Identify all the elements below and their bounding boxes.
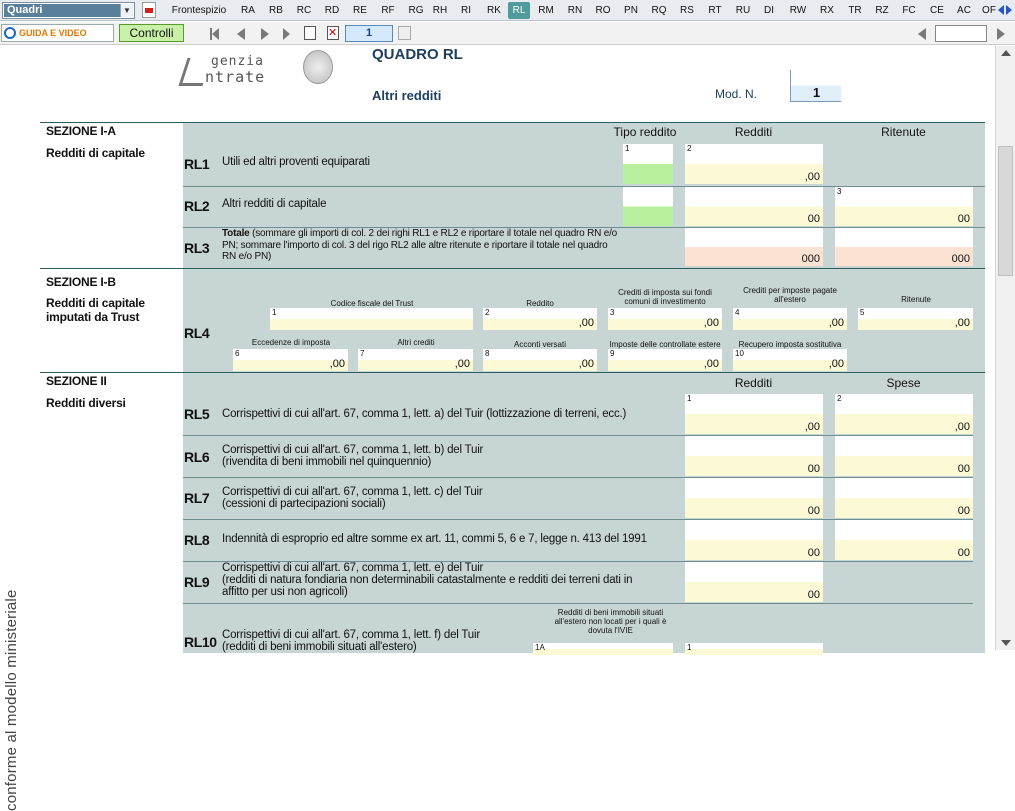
logo-text-bottom: ntrate (205, 68, 266, 86)
agenzia-entrate-logo (183, 50, 333, 90)
delete-module-icon[interactable] (327, 26, 339, 40)
tab-rw[interactable]: RW (789, 5, 807, 16)
section-2-title: SEZIONE II (46, 374, 107, 388)
rl3-ritenute-total: 000 (835, 228, 973, 266)
last-page-icon[interactable] (283, 28, 290, 40)
tab-rc[interactable]: RC (296, 5, 312, 16)
mod-label: Mod. N. (715, 87, 758, 101)
row-code-rl4: RL4 (184, 325, 210, 341)
rl4-label-1: Codice fiscale del Trust (330, 299, 414, 308)
new-module-icon[interactable] (304, 26, 316, 40)
rl9-redditi-field[interactable]: 00 (685, 562, 823, 602)
section-1b-title: SEZIONE I-B (46, 275, 116, 289)
rl8-redditi-field[interactable]: 00 (685, 520, 823, 560)
rl4-label-7: Altri crediti (397, 338, 435, 347)
header-ritenute: Ritenute (881, 125, 926, 139)
tab-pn[interactable]: PN (624, 5, 638, 16)
tab-frontespizio[interactable]: Frontespizio (171, 5, 227, 16)
tab-rd[interactable]: RD (324, 5, 340, 16)
rl7-redditi-field[interactable]: 00 (685, 478, 823, 518)
row-code-rl1: RL1 (184, 156, 210, 172)
tab-rb[interactable]: RB (269, 5, 283, 16)
mod-number-field[interactable] (790, 70, 841, 102)
rl10-redditi-field[interactable]: 1 (685, 643, 823, 655)
toolbar (0, 22, 1015, 45)
rl5-redditi-field[interactable]: 1 ,00 (685, 394, 823, 434)
rl6-spese-field[interactable]: 00 (835, 436, 973, 476)
rl10-ivie-label: Redditi di beni immobili situati all'estero non locati per i quali è dovuta l'IVIE (554, 608, 667, 635)
rl7-spese-field[interactable]: 00 (835, 478, 973, 518)
guide-video-label: GUIDA E VIDEO (19, 28, 87, 38)
rl2-redditi-field[interactable]: 00 (685, 187, 823, 226)
rl4-crediti-estero-field[interactable]: 4 ,00 (733, 308, 847, 330)
search-icon (4, 27, 16, 39)
header-redditi: Redditi (734, 125, 773, 139)
quadri-dropdown-value: Quadri (4, 4, 120, 17)
row-desc-rl6: Corrispettivi di cui all'art. 67, comma 1, lett. b) del Tuir (rivendita di beni immobili nel quinquennio) (222, 444, 484, 468)
tab-rt[interactable]: RT (708, 5, 722, 16)
header-redditi-2: Redditi (734, 376, 773, 390)
rl4-label-6: Eccedenze di imposta (251, 338, 331, 347)
rl2-tipo-field[interactable] (623, 187, 673, 226)
rl4-recupero-imposta-field[interactable]: 10 ,00 (733, 349, 847, 371)
quadri-tab-bar (0, 0, 1015, 21)
section-2-subtitle: Redditi diversi (46, 396, 126, 410)
scroll-left-icon[interactable] (918, 28, 926, 40)
tab-rk[interactable]: RK (487, 5, 501, 16)
row-code-rl6: RL6 (184, 449, 210, 465)
pdf-icon[interactable] (142, 2, 156, 18)
rl4-altri-crediti-field[interactable]: 7 ,00 (358, 349, 473, 371)
section-1b-subtitle-2: imputati da Trust (46, 310, 140, 324)
rl4-label-2: Reddito (526, 299, 554, 308)
rl3-redditi-total: 000 (685, 228, 823, 266)
row-code-rl8: RL8 (184, 532, 210, 548)
rl1-tipo-field[interactable]: 1 (623, 144, 673, 184)
rl2-ritenute-field[interactable]: 3 00 (835, 187, 973, 226)
rl4-label-5: Ritenute (901, 295, 931, 304)
vertical-scrollbar[interactable] (995, 46, 1015, 650)
rl4-codice-fiscale-trust[interactable]: 1 (270, 308, 473, 330)
tab-scroll-left-icon[interactable] (998, 5, 1004, 15)
page-title: QUADRO RL (372, 46, 463, 63)
first-page-icon[interactable] (212, 28, 219, 40)
tab-di[interactable]: DI (764, 5, 774, 16)
module-number-input[interactable]: 1 (345, 25, 393, 42)
rl4-label-10: Recupero imposta sostitutiva (738, 340, 842, 349)
tab-ce[interactable]: CE (930, 5, 944, 16)
row-desc-rl9: Corrispettivi di cui all'art. 67, comma 1, lett. e) del Tuir (redditi di natura fondiaria non determinabili catastalmente e redditi dei terreni dati in affitto per usi non agricoli) (222, 562, 633, 598)
tab-rn[interactable]: RN (567, 5, 583, 16)
tab-rf[interactable]: RF (381, 5, 395, 16)
tab-re[interactable]: RE (353, 5, 367, 16)
logo-text-top: genzia (211, 54, 264, 69)
row-code-rl10: RL10 (184, 634, 217, 650)
rl4-imposte-controllate-field[interactable]: 9 ,00 (608, 349, 722, 371)
rl4-acconti-field[interactable]: 8 ,00 (483, 349, 597, 371)
tab-rm[interactable]: RM (538, 5, 554, 16)
header-tipo-reddito: Tipo reddito (613, 125, 677, 139)
rl4-ritenute-field[interactable]: 5 ,00 (858, 308, 973, 330)
tab-rl[interactable]: RL (508, 2, 530, 19)
scroll-right-icon[interactable] (997, 28, 1005, 40)
row-desc-rl2: Altri redditi di capitale (222, 198, 327, 210)
mod-number-value: 1 (812, 85, 821, 100)
section-1a-subtitle: Redditi di capitale (46, 146, 145, 160)
quadri-dropdown[interactable] (2, 2, 135, 19)
tab-rz[interactable]: RZ (875, 5, 889, 16)
divider (183, 603, 973, 604)
rl4-eccedenze-field[interactable]: 6 ,00 (233, 349, 348, 371)
scroll-up-icon[interactable] (1001, 50, 1011, 56)
page-subtitle: Altri redditi (372, 88, 442, 103)
scrollbar-thumb[interactable] (998, 146, 1013, 276)
rl4-crediti-fondi-field[interactable]: 3 ,00 (608, 308, 722, 330)
section-1a-title: SEZIONE I-A (46, 124, 116, 138)
row-desc-rl10: Corrispettivi di cui all'art. 67, comma 1, lett. f) del Tuir (redditi di beni immobili situati all'estero) (222, 629, 480, 653)
row-code-rl9: RL9 (184, 574, 210, 590)
rl6-redditi-field[interactable]: 00 (685, 436, 823, 476)
rl1-redditi-field[interactable]: 2 ,00 (685, 144, 823, 184)
row-desc-rl7: Corrispettivi di cui all'art. 67, comma 1, lett. c) del Tuir (cessioni di partecipazioni sociali) (222, 486, 483, 510)
scroll-down-icon[interactable] (1001, 640, 1011, 646)
row-code-rl2: RL2 (184, 198, 210, 214)
rl4-label-3: Crediti di imposta sui fondi comuni di investimento (618, 288, 712, 306)
row-code-rl7: RL7 (184, 490, 210, 506)
controls-button[interactable]: Controlli (119, 24, 184, 42)
row-desc-rl5: Corrispettivi di cui all'art. 67, comma 1, lett. a) del Tuir (lottizzazione di terreni, ecc.) (222, 408, 627, 420)
tab-scroll-right-icon[interactable] (1006, 5, 1012, 15)
rl4-label-8: Acconti versati (513, 340, 567, 349)
zoom-input[interactable] (935, 25, 987, 42)
prev-page-icon[interactable] (237, 28, 245, 40)
side-caption: conforme al modello ministeriale (3, 589, 20, 811)
tab-rh[interactable]: RH (432, 5, 448, 16)
section-1b-subtitle-1: Redditi di capitale (46, 296, 145, 310)
rl5-spese-field[interactable]: 2 ,00 (835, 394, 973, 434)
tab-rx[interactable]: RX (820, 5, 834, 16)
tab-fc[interactable]: FC (902, 5, 916, 16)
rl4-label-4: Crediti per imposte pagate all'estero (743, 286, 837, 304)
tab-ru[interactable]: RU (735, 5, 751, 16)
republic-seal-icon (303, 50, 333, 84)
tab-rq[interactable]: RQ (651, 5, 667, 16)
rl4-reddito-field[interactable]: 2 ,00 (483, 308, 597, 330)
guide-video-button[interactable] (1, 24, 114, 42)
tab-ra[interactable]: RA (241, 5, 255, 16)
rl10-ivie-field[interactable]: 1A (533, 643, 673, 655)
tab-ri[interactable]: RI (461, 5, 471, 16)
next-page-icon[interactable] (261, 28, 269, 40)
row-desc-rl8: Indennità di esproprio ed altre somme ex art. 11, commi 5, 6 e 7, legge n. 413 del 1991 (222, 533, 647, 545)
tab-rg[interactable]: RG (408, 5, 424, 16)
row-desc-rl1: Utili ed altri proventi equiparati (222, 156, 370, 168)
tab-of[interactable]: OF (982, 5, 996, 16)
row-desc-rl3: Totale (sommare gli importi di col. 2 dei righi RL1 e RL2 e riportare il totale nel quadro RN e/o PN; sommare l'importo di col. 3 del rigo RL2 alle altre ritenute e riportare il totale nel quadro RN e/o PN) (222, 228, 618, 262)
clear-icon[interactable] (398, 26, 411, 40)
tab-ro[interactable]: RO (595, 5, 611, 16)
tab-rs[interactable]: RS (680, 5, 694, 16)
tab-tr[interactable]: TR (848, 5, 862, 16)
tab-ac[interactable]: AC (957, 5, 971, 16)
row-code-rl3: RL3 (184, 240, 210, 256)
form-document (0, 46, 995, 811)
row-code-rl5: RL5 (184, 406, 210, 422)
rl4-label-9: Imposte delle controllate estere (609, 340, 721, 349)
header-spese: Spese (886, 376, 921, 390)
chevron-down-icon[interactable]: ▼ (120, 4, 133, 17)
rl8-spese-field[interactable]: 00 (835, 520, 973, 560)
